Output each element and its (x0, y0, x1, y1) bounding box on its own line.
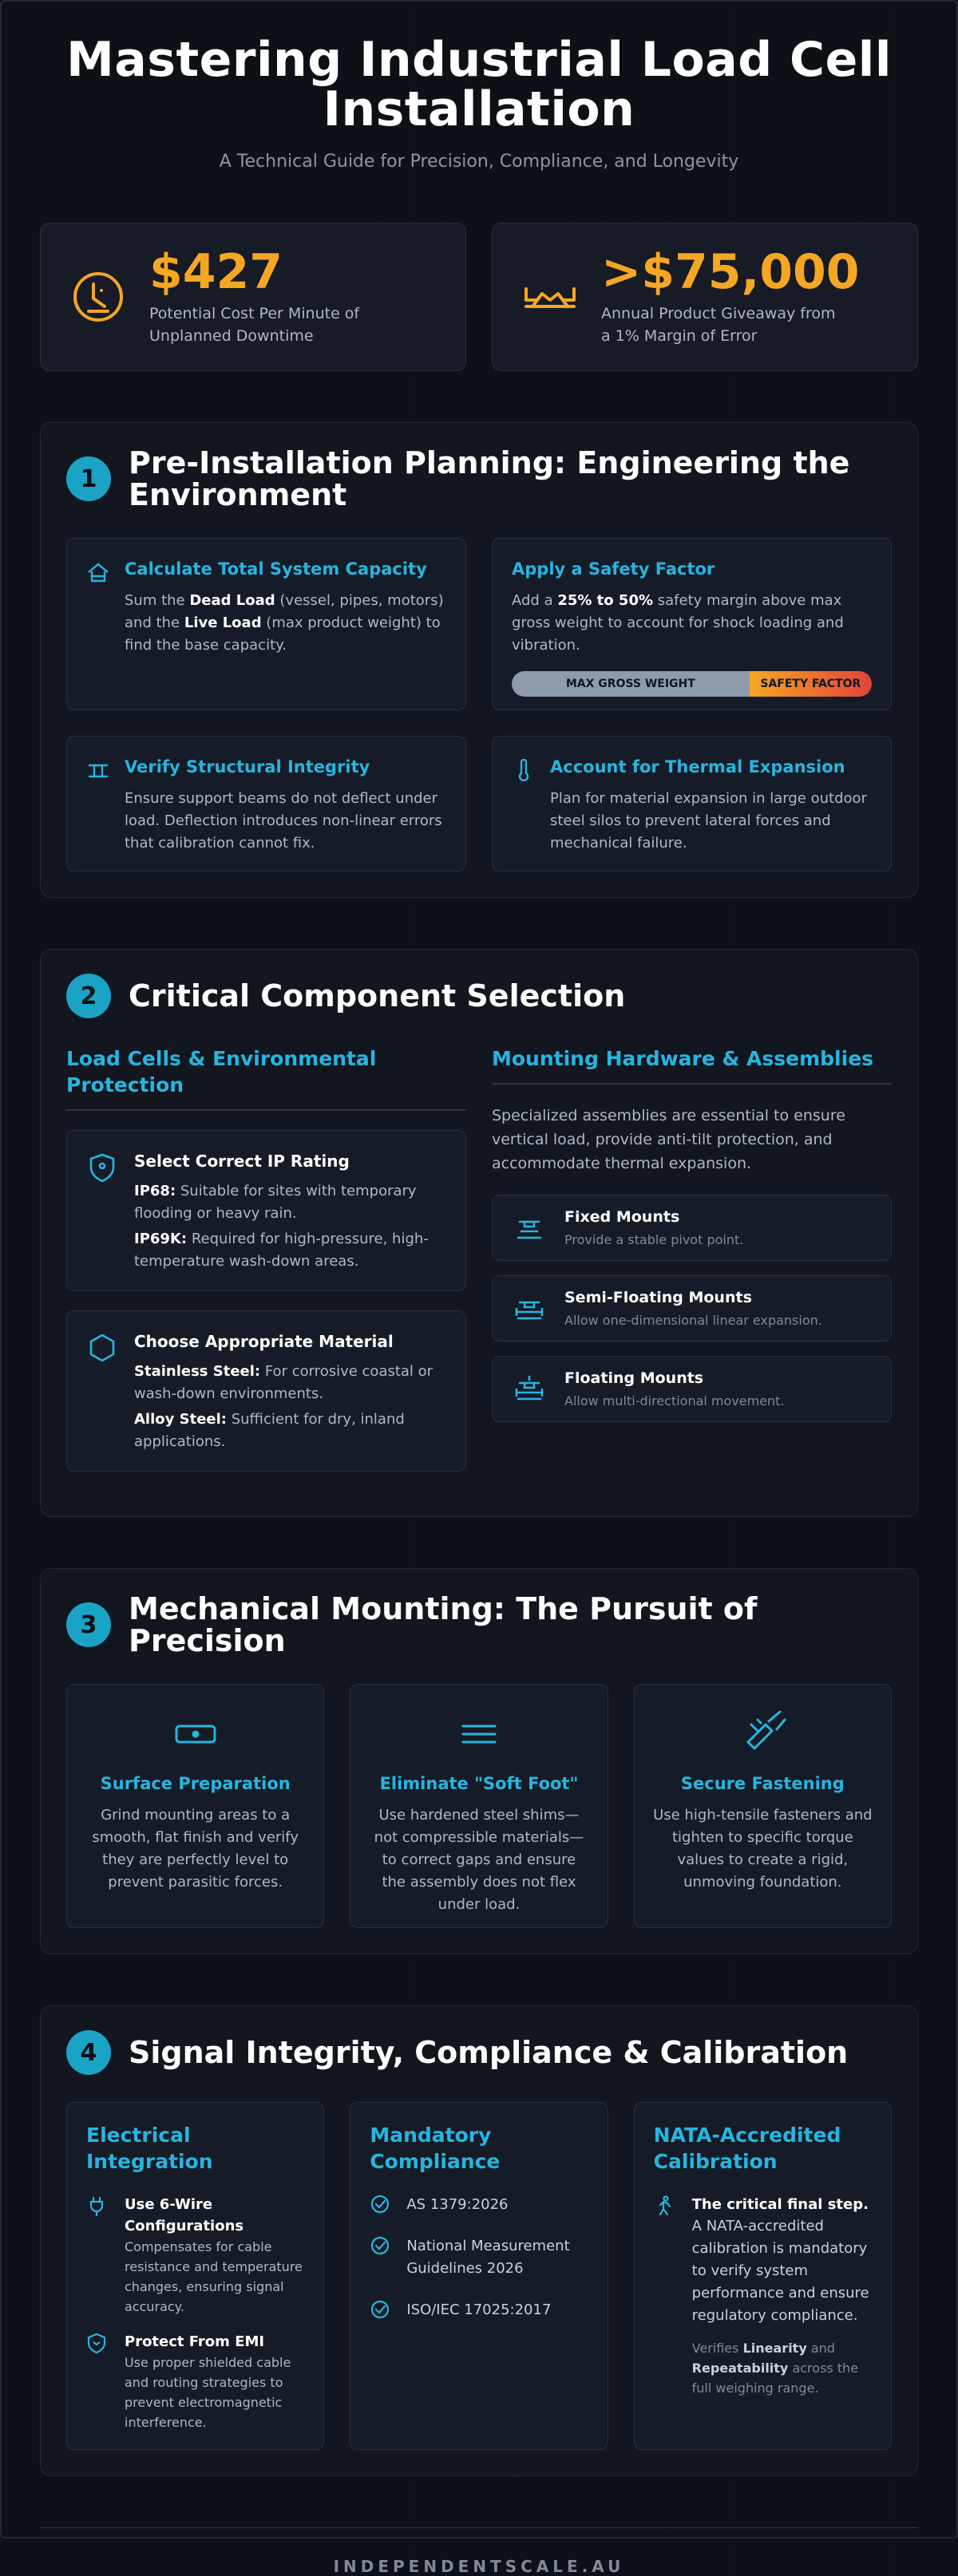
card-title: Surface Preparation (100, 1774, 291, 1793)
card-ip-rating (66, 1130, 466, 1291)
level-icon (170, 1709, 221, 1760)
stainless-steel-text: Stainless Steel: For corrosive coastal or wash-down environments. (134, 1363, 433, 1402)
card-text: Add a 25% to 50% safety margin above max gross weight to account for shock loading and vibration. (512, 592, 844, 654)
check-circle-icon (370, 2194, 390, 2214)
card-title: Account for Thermal Expansion (550, 757, 845, 776)
card-heading: Electrical Integration (86, 2124, 213, 2173)
card-title: Choose Appropriate Material (134, 1332, 394, 1351)
card-title: Verify Structural Integrity (125, 757, 370, 776)
column-heading: Mounting Hardware & Assemblies (492, 1045, 892, 1085)
mount-desc: Provide a stable pivot point. (564, 1232, 744, 1247)
item-title: Protect From EMI (125, 2333, 265, 2350)
home-icon (86, 561, 110, 585)
beam-icon (86, 759, 110, 783)
card-text: Plan for material expansion in large outdoor steel silos to prevent lateral forces and mechanical failure. (550, 790, 867, 851)
shield-emi-icon (86, 2333, 107, 2353)
section-mechanical-mounting (40, 1568, 918, 1954)
card-title: Secure Fastening (680, 1774, 845, 1793)
card-safety-factor (492, 538, 892, 710)
person-step-icon (654, 2195, 675, 2216)
calibration-item (654, 2194, 872, 2398)
card-mandatory-compliance (350, 2102, 608, 2450)
compliance-text: AS 1379:2026 (406, 2196, 509, 2213)
compliance-item (370, 2194, 588, 2216)
section-title: Pre-Installation Planning: Engineering the Environment (129, 445, 850, 512)
stat-card-giveaway (492, 223, 918, 371)
mount-semi-floating (492, 1275, 892, 1341)
mount-desc: Allow one-dimensional linear expansion. (564, 1313, 822, 1328)
stat-value: >$75,000 (601, 244, 860, 300)
card-title: Calculate Total System Capacity (125, 559, 427, 579)
compliance-text: ISO/IEC 17025:2017 (406, 2301, 552, 2318)
stat-value: $427 (149, 244, 283, 300)
electrical-item (86, 2194, 304, 2317)
section-title: Mechanical Mounting: The Pursuit of Precision (129, 1591, 758, 1658)
card-title: Select Correct IP Rating (134, 1152, 350, 1171)
thermometer-icon (512, 759, 536, 783)
fixed-mount-icon (512, 1211, 547, 1246)
section-number-badge: 3 (66, 1602, 111, 1647)
section-component-selection (40, 949, 918, 1517)
stat-label: Potential Cost Per Minute of Unplanned Downtime (149, 305, 360, 345)
section-signal-integrity (40, 2005, 918, 2476)
calibration-lead: The critical final step. (691, 2196, 869, 2213)
card-electrical-integration (66, 2102, 324, 2450)
mount-desc: Allow multi-directional movement. (564, 1393, 785, 1409)
section-number-badge: 2 (66, 974, 111, 1018)
card-thermal-expansion (492, 736, 892, 871)
hexagon-icon (86, 1332, 118, 1364)
card-material (66, 1310, 466, 1472)
card-secure-fastening (634, 1684, 892, 1928)
check-circle-icon (370, 2235, 390, 2256)
compliance-text: National Measurement Guidelines 2026 (406, 2238, 570, 2277)
section-pre-installation (40, 422, 918, 898)
calibration-verifies: Verifies Linearity and Repeatability across the full weighing range. (691, 2341, 859, 2396)
card-heading: NATA-Accredited Calibration (653, 2124, 841, 2173)
semi-floating-mount-icon (512, 1291, 547, 1326)
mount-title: Floating Mounts (564, 1369, 704, 1387)
card-heading: Mandatory Compliance (370, 2124, 501, 2173)
electrical-item (86, 2331, 304, 2432)
compliance-item (370, 2299, 588, 2321)
ip68-text: IP68: Suitable for sites with temporary flooding or heavy rain. (134, 1183, 417, 1222)
section-number-badge: 1 (66, 456, 111, 501)
safety-factor-segment: SAFETY FACTOR (750, 671, 872, 697)
mounting-intro: Specialized assemblies are essential to ensure vertical load, provide anti-tilt protection, and accommodate thermal expansion. (492, 1107, 845, 1172)
ip69k-text: IP69K: Required for high-pressure, high-temperature wash-down areas. (134, 1231, 429, 1270)
shield-icon (86, 1152, 118, 1183)
item-desc: Use proper shielded cable and routing strategies to prevent electromagnetic interference. (125, 2355, 291, 2430)
page-header (0, 0, 958, 172)
calibration-text: A NATA-accredited calibration is mandatory to verify system performance and ensure regulatory compliance. (691, 2218, 869, 2324)
page-title: Mastering Industrial Load Cell Installation (66, 32, 892, 137)
load-cells-column (66, 1045, 466, 1491)
page-subtitle: A Technical Guide for Precision, Compliance, and Longevity (219, 152, 739, 172)
bolt-icon (737, 1709, 788, 1760)
scale-icon (521, 268, 579, 326)
mount-fixed (492, 1195, 892, 1261)
section-title: Critical Component Selection (129, 978, 626, 1013)
card-text: Use high-tensile fasteners and tighten to specific torque values to create a rigid, unmoving foundation. (653, 1807, 873, 1891)
plug-icon (86, 2195, 107, 2216)
footer-site-link[interactable]: INDEPENDENTSCALE.AU (333, 2557, 625, 2576)
floating-mount-icon (512, 1372, 547, 1407)
mounting-column (492, 1045, 892, 1491)
card-title: Apply a Safety Factor (512, 559, 715, 579)
card-text: Sum the Dead Load (vessel, pipes, motors) and the Live Load (max product weight) to find the base capacity. (125, 592, 444, 654)
card-system-capacity (66, 538, 466, 710)
shims-icon (453, 1709, 505, 1760)
clock-dollar-icon (69, 268, 127, 326)
footer (40, 2527, 918, 2576)
card-title: Eliminate "Soft Foot" (379, 1774, 579, 1793)
stat-label: Annual Product Giveaway from a 1% Margin of Error (601, 305, 836, 345)
card-text: Grind mounting areas to a smooth, flat finish and verify they are perfectly level to prevent parasitic forces. (92, 1807, 299, 1891)
section-number-badge: 4 (66, 2030, 111, 2075)
card-text: Use hardened steel shims—not compressible materials—to correct gaps and ensure the assembly does not flex under load. (374, 1807, 584, 1913)
alloy-steel-text: Alloy Steel: Sufficient for dry, inland applications. (134, 1411, 405, 1450)
stats-row (40, 223, 918, 371)
mount-title: Semi-Floating Mounts (564, 1289, 752, 1306)
item-title: Use 6-Wire Configurations (125, 2196, 244, 2234)
card-structural-integrity (66, 736, 466, 871)
mount-title: Fixed Mounts (564, 1208, 680, 1226)
item-desc: Compensates for cable resistance and temperature changes, ensuring signal accuracy. (125, 2239, 303, 2314)
mount-floating (492, 1356, 892, 1422)
card-nata-calibration (634, 2102, 892, 2450)
max-gross-weight-segment: MAX GROSS WEIGHT (512, 671, 750, 697)
card-surface-preparation (66, 1684, 324, 1928)
compliance-item (370, 2235, 588, 2280)
stat-card-downtime (40, 223, 466, 371)
check-circle-icon (370, 2299, 390, 2320)
section-title: Signal Integrity, Compliance & Calibration (129, 2035, 849, 2070)
column-heading: Load Cells & Environmental Protection (66, 1045, 466, 1111)
card-soft-foot (350, 1684, 608, 1928)
card-text: Ensure support beams do not deflect under load. Deflection introduces non-linear errors that calibration cannot fix. (125, 790, 442, 851)
safety-factor-bar (512, 671, 872, 697)
